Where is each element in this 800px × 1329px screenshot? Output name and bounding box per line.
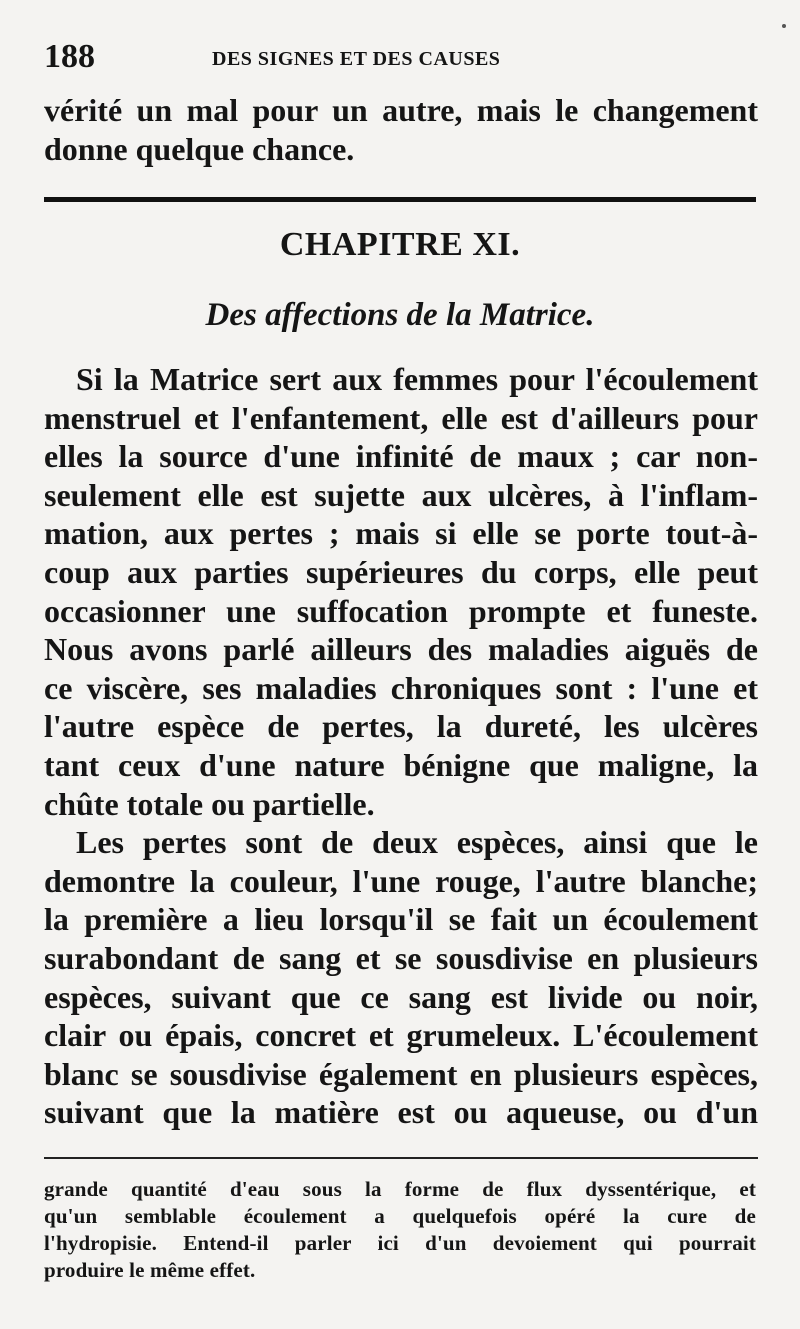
page-header bbox=[44, 38, 754, 86]
footnote-line: produire le même effet. bbox=[44, 1258, 256, 1282]
text-line: Les pertes sont de deux espèces, ainsi que le bbox=[76, 824, 758, 861]
running-title: DES SIGNES ET DES CAUSES bbox=[212, 48, 501, 70]
footnote-line: qu'un semblable écoulement a quelquefois opéré la cure de bbox=[44, 1204, 756, 1228]
chapter-body bbox=[44, 360, 758, 1132]
carry-over-text bbox=[44, 91, 758, 168]
footnote-line: l'hydropisie. Entend-il parler ici d'un devoiement qui pourrait bbox=[44, 1231, 756, 1255]
text-line: ce viscère, ses maladies chroniques sont : l'une et bbox=[44, 669, 758, 706]
text-line: suivant que la matière est ou aqueuse, ou d'un bbox=[44, 1094, 758, 1131]
footnote bbox=[44, 1176, 756, 1284]
text-line: occasionner une suffocation prompte et funeste. bbox=[44, 592, 758, 629]
text-line: clair ou épais, concret et grumeleux. L'écoulement bbox=[44, 1017, 758, 1054]
text-line: l'autre espèce de pertes, la dureté, les ulcères bbox=[44, 708, 758, 745]
text-line: demontre la couleur, l'une rouge, l'autre blanche; bbox=[44, 862, 758, 899]
page-number: 188 bbox=[44, 38, 95, 75]
text-line: Nous avons parlé ailleurs des maladies aiguës de bbox=[44, 631, 758, 668]
chapter-separator-rule bbox=[44, 197, 756, 202]
paragraph-1 bbox=[44, 360, 758, 823]
text-line: blanc se sousdivise également en plusieurs espèces, bbox=[44, 1055, 758, 1092]
page-mark bbox=[782, 24, 786, 28]
text-line: vérité un mal pour un autre, mais le changement bbox=[44, 92, 758, 128]
text-line: chûte totale ou partielle. bbox=[44, 785, 375, 822]
footnote-line: grande quantité d'eau sous la forme de flux dyssentérique, et bbox=[44, 1177, 756, 1201]
text-line: elles la source d'une infinité de maux ; car non- bbox=[44, 438, 758, 475]
chapter-subtitle: Des affections de la Matrice. bbox=[205, 297, 595, 333]
text-line: espèces, suivant que ce sang est livide ou noir, bbox=[44, 978, 758, 1015]
text-line: surabondant de sang et se sousdivise en plusieurs bbox=[44, 939, 758, 976]
text-line: coup aux parties supérieures du corps, elle peut bbox=[44, 553, 758, 590]
paragraph-2 bbox=[44, 823, 758, 1132]
text-line: donne quelque chance. bbox=[44, 130, 355, 167]
footnote-separator-rule bbox=[44, 1157, 758, 1159]
text-line: mation, aux pertes ; mais si elle se porte tout-à- bbox=[44, 515, 758, 552]
text-line: seulement elle est sujette aux ulcères, à l'inflam- bbox=[44, 476, 758, 513]
text-line: tant ceux d'une nature bénigne que maligne, la bbox=[44, 746, 758, 783]
text-line: menstruel et l'enfantement, elle est d'ailleurs pour bbox=[44, 399, 758, 436]
chapter-title: CHAPITRE XI. bbox=[279, 226, 521, 263]
text-line: la première a lieu lorsqu'il se fait un écoulement bbox=[44, 901, 758, 938]
text-line: Si la Matrice sert aux femmes pour l'écoulement bbox=[76, 361, 758, 397]
